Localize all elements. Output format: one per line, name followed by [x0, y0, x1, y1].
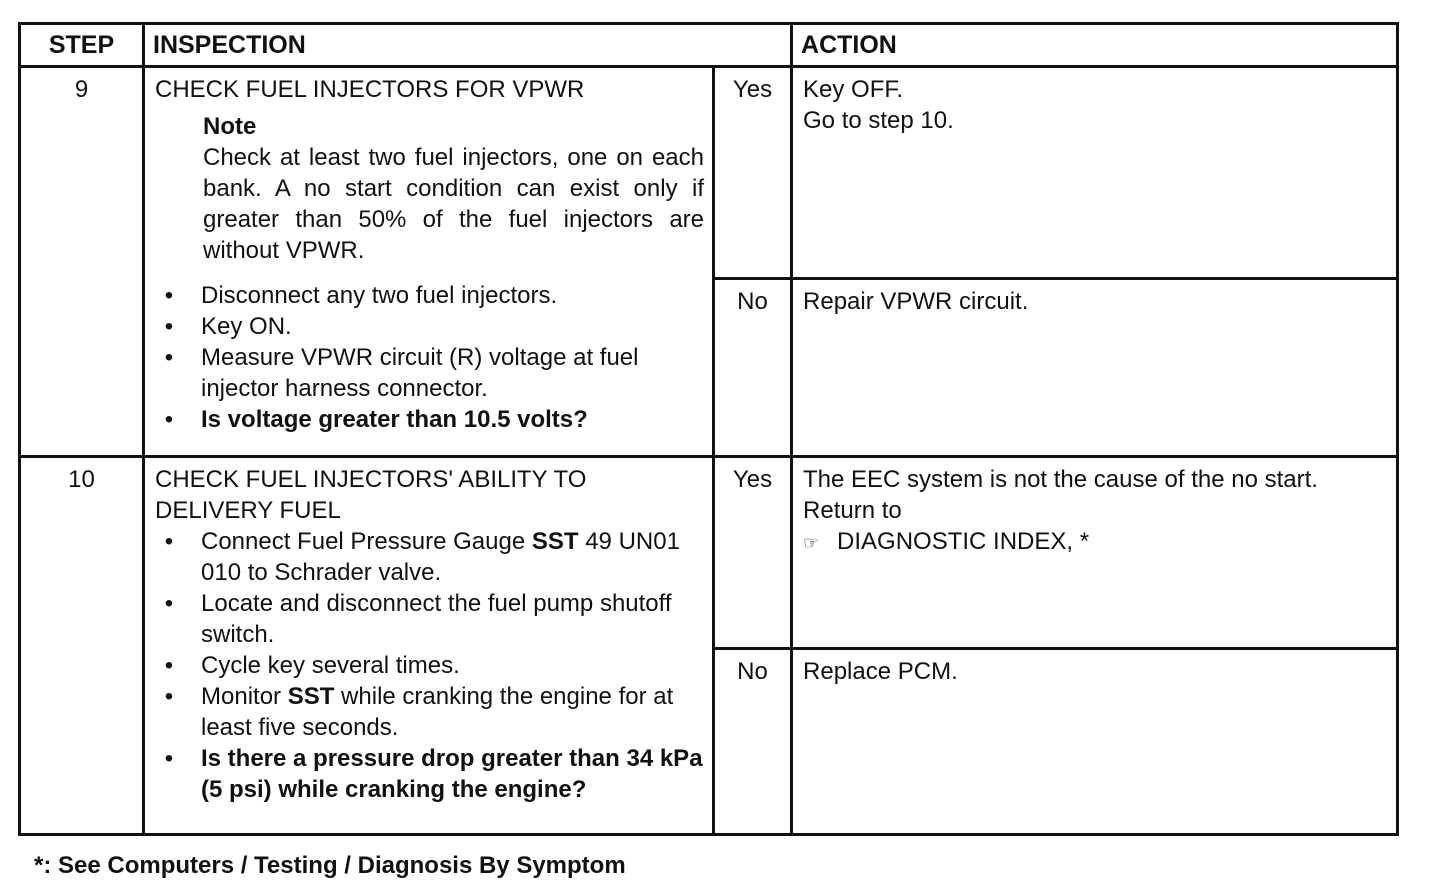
diagnostic-table	[18, 22, 1399, 836]
list-item: • Is voltage greater than 10.5 volts?	[164, 406, 588, 433]
step10-inspection	[144, 457, 714, 835]
footnote: *: See Computers / Testing / Diagnosis By Symptom	[34, 852, 626, 879]
step9-note	[203, 111, 704, 266]
step9-yes-action: Key OFF. Go to step 10.	[792, 67, 1398, 279]
inspection-header: INSPECTION	[144, 24, 792, 67]
step9-no-action: Repair VPWR circuit.	[792, 279, 1398, 457]
list-item: • Key ON.	[164, 313, 292, 340]
list-item: • Cycle key several times.	[164, 652, 460, 679]
step10-number: 10	[20, 457, 144, 835]
step9-number: 9	[20, 67, 144, 457]
list-item: • Monitor SST while cranking the engine for at least five seconds.	[164, 683, 674, 741]
step9-yes-row	[20, 67, 1398, 279]
step9-inspection	[144, 67, 714, 457]
step9-question: Is voltage greater than 10.5 volts?	[201, 406, 588, 433]
step9-bullets	[155, 280, 704, 435]
step10-yes-action: The EEC system is not the cause of the no start. Return to ☞ DIAGNOSTIC INDEX, *	[792, 457, 1398, 649]
list-item: • Connect Fuel Pressure Gauge SST 49 UN01 010 to Schrader valve.	[164, 528, 680, 586]
list-item: • Locate and disconnect the fuel pump shutoff switch.	[164, 590, 672, 648]
header-row	[20, 24, 1398, 67]
list-item: • Measure VPWR circuit (R) voltage at fuel injector harness connector.	[164, 344, 639, 402]
step10-question: Is there a pressure drop greater than 34 kPa (5 psi) while cranking the engine?	[201, 745, 703, 803]
action-header: ACTION	[792, 24, 1398, 67]
step10-yes-label: Yes	[714, 457, 792, 649]
list-item: • Is there a pressure drop greater than 34 kPa (5 psi) while cranking the engine?	[164, 745, 703, 803]
step9-note-text: Check at least two fuel injectors, one on each bank. A no start condition can exist only if greater than 50% of the fuel injectors are without VPWR.	[203, 144, 704, 264]
diagnostic-document	[18, 22, 1396, 836]
pointing-hand-icon: ☞	[803, 533, 820, 553]
step10-title: CHECK FUEL INJECTORS' ABILITY TO DELIVERY FUEL	[155, 466, 587, 524]
step-header: STEP	[20, 24, 144, 67]
diagnostic-index-ref: DIAGNOSTIC INDEX, *	[837, 528, 1090, 555]
step10-no-label: No	[714, 649, 792, 835]
step10-no-action: Replace PCM.	[792, 649, 1398, 835]
step10-yes-row	[20, 457, 1398, 649]
step9-yes-label: Yes	[714, 67, 792, 279]
list-item: • Disconnect any two fuel injectors.	[164, 282, 558, 309]
step9-no-label: No	[714, 279, 792, 457]
step9-note-title: Note	[203, 113, 257, 140]
step10-bullets	[155, 526, 704, 805]
step9-title: CHECK FUEL INJECTORS FOR VPWR	[155, 76, 585, 103]
